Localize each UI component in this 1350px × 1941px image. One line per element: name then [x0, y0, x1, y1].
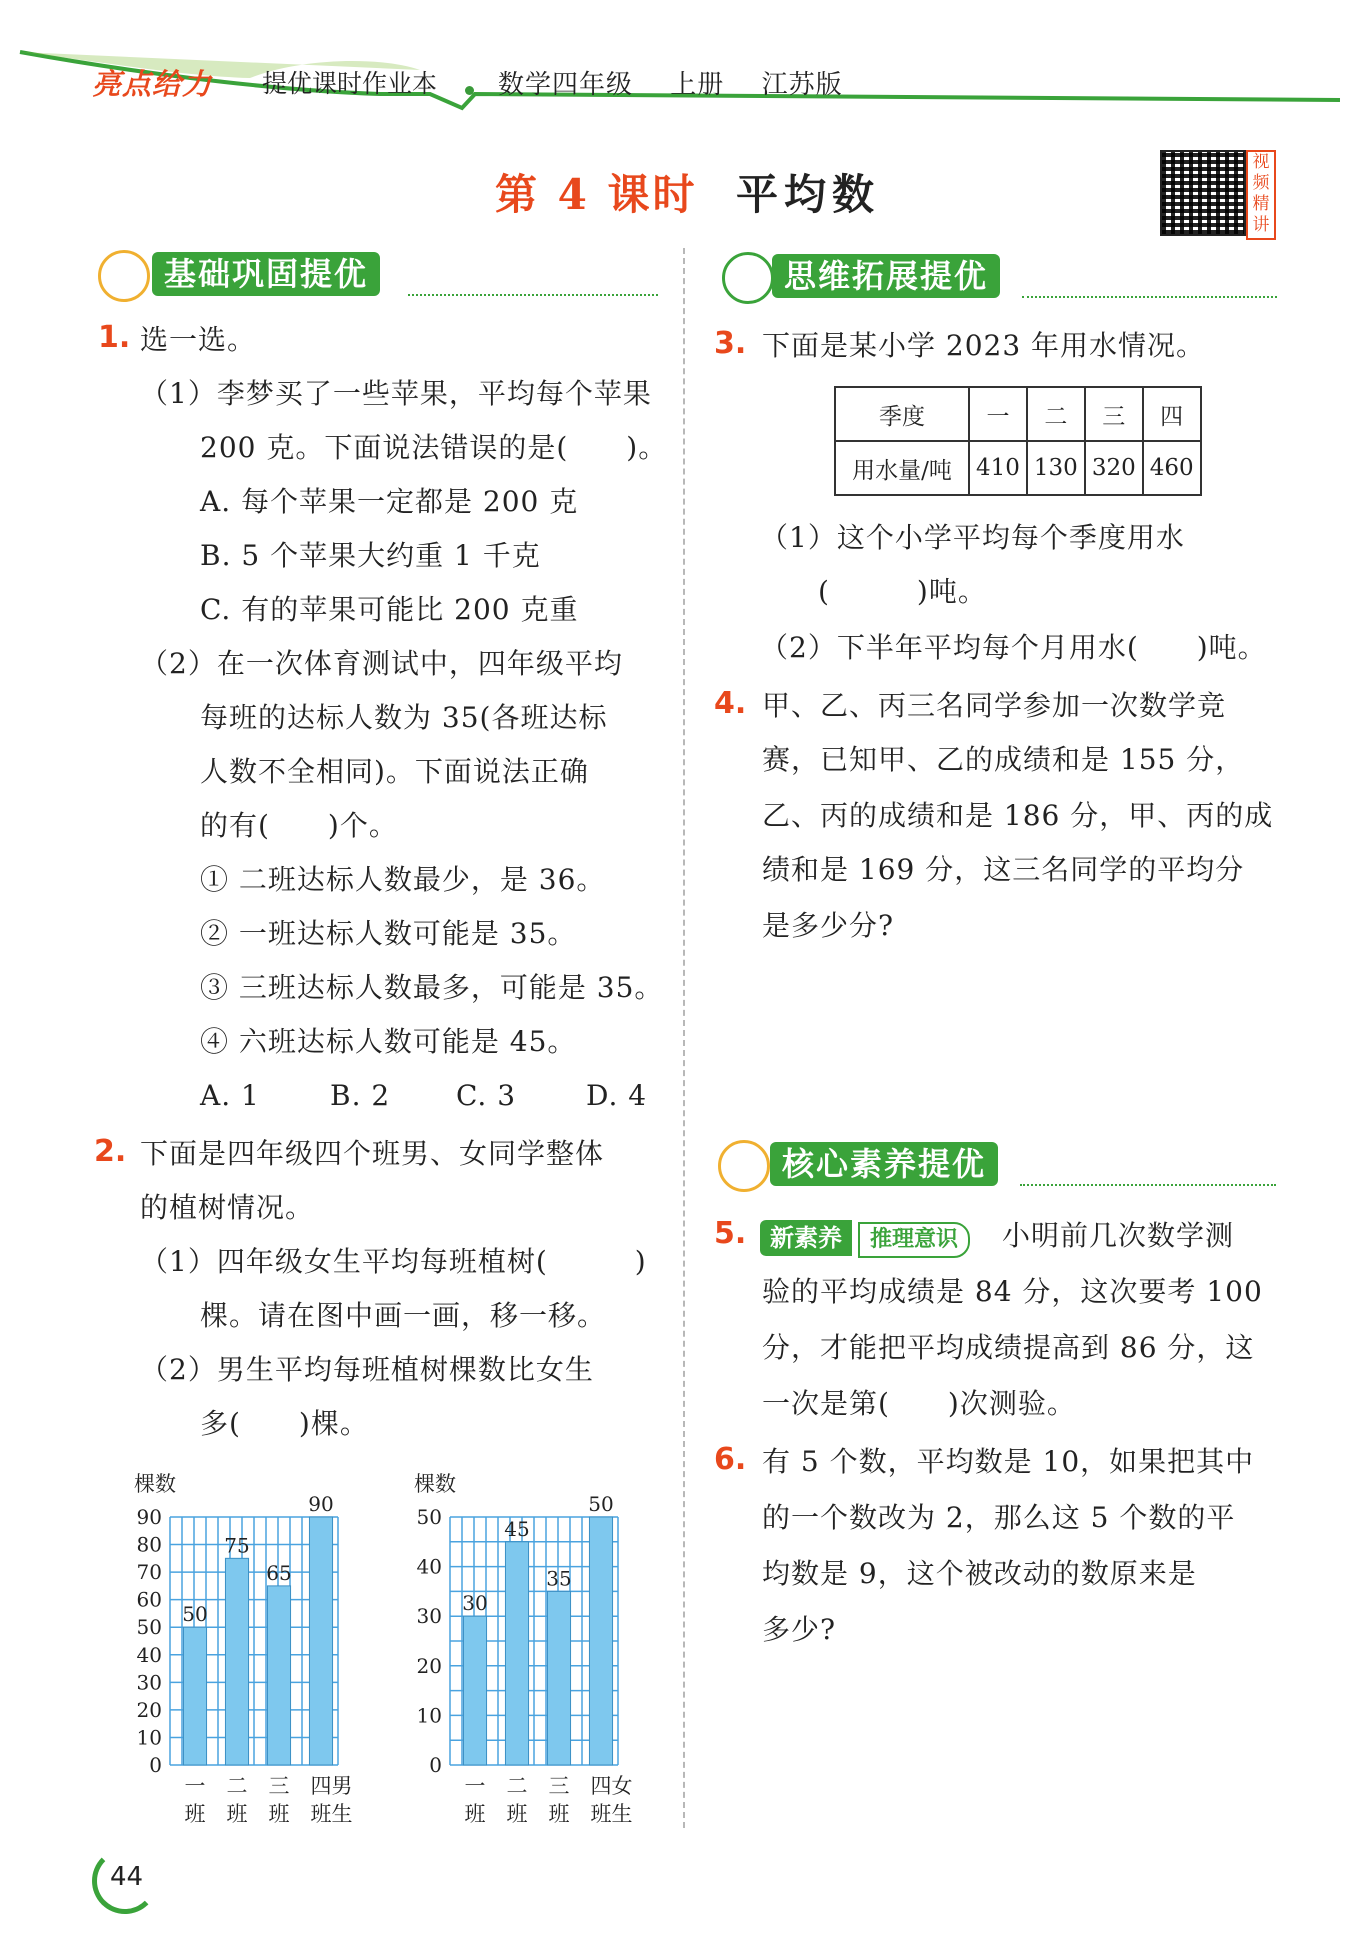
q1-p2-line: 的有( )个。	[200, 809, 398, 842]
q1-number: 1.	[98, 320, 131, 355]
x-tick-label: 四	[310, 1774, 332, 1798]
header-info	[498, 64, 871, 101]
q1-p2-line: 人数不全相同)。下面说法正确	[200, 755, 589, 788]
q5-line: 分，才能把平均成绩提高到 86 分，这	[762, 1331, 1255, 1364]
bar	[463, 1616, 486, 1765]
y-tick-label: 30	[416, 1604, 442, 1629]
lesson-number: 第 4 课时	[495, 170, 698, 219]
q1-choice-c: C. 3	[456, 1079, 517, 1112]
q3-title: 下面是某小学 2023 年用水情况。	[762, 329, 1206, 362]
header-edition: 江苏版	[761, 70, 843, 100]
q4-line: 是多少分?	[762, 909, 895, 942]
q1-title: 选一选。	[140, 323, 257, 356]
q1-choice-b: B. 2	[330, 1079, 391, 1112]
bar	[589, 1517, 612, 1765]
column-divider	[683, 248, 685, 1828]
bar	[505, 1542, 528, 1765]
section-core: 核心素养提优	[770, 1142, 998, 1186]
q2-p2-line: （2）男生平均每班植树棵数比女生	[140, 1353, 594, 1386]
table-header-cell: 三	[1085, 387, 1143, 441]
q4-line: 甲、乙、丙三名同学参加一次数学竞	[762, 689, 1227, 722]
q1-statement: ② 一班达标人数可能是 35。	[200, 917, 577, 950]
q1-statement: ④ 六班达标人数可能是 45。	[200, 1025, 577, 1058]
x-tick-label: 班	[590, 1802, 612, 1826]
page-number: 44	[110, 1862, 144, 1892]
data-label: 30	[462, 1591, 488, 1616]
series-label: 生	[611, 1802, 633, 1826]
x-tick-label: 班	[548, 1802, 570, 1826]
sprout-icon	[722, 252, 774, 304]
q2-p1-line: （1）四年级女生平均每班植树( )	[140, 1245, 647, 1278]
table-cell: 130	[1027, 441, 1085, 495]
series-label: 生	[331, 1802, 353, 1826]
y-tick-label: 30	[136, 1670, 162, 1695]
q1-option-c: C. 有的苹果可能比 200 克重	[200, 593, 579, 626]
x-tick-label: 班	[310, 1802, 332, 1826]
data-label: 75	[224, 1533, 250, 1558]
qr-code-icon[interactable]	[1160, 150, 1246, 236]
data-label: 50	[182, 1602, 208, 1627]
table-row	[835, 387, 1201, 441]
q1-choice-a: A. 1	[200, 1079, 260, 1112]
series-title: 提优课时作业本	[262, 69, 438, 98]
data-label: 35	[546, 1566, 572, 1591]
new-literacy-tag: 新素养	[760, 1220, 852, 1256]
y-tick-label: 70	[136, 1560, 162, 1585]
x-tick-label: 三	[548, 1774, 570, 1798]
girls-bar-chart	[390, 1455, 680, 1830]
q5-number: 5.	[714, 1216, 747, 1251]
q5-line: 验的平均成绩是 84 分，这次要考 100	[762, 1275, 1263, 1308]
bar	[267, 1586, 290, 1765]
y-tick-label: 20	[416, 1653, 442, 1678]
y-tick-label: 50	[416, 1505, 442, 1529]
y-tick-label: 40	[136, 1642, 162, 1667]
q1-choice-d: D. 4	[586, 1079, 648, 1112]
q1-p2-line: 每班的达标人数为 35(各班达标	[200, 701, 608, 734]
q1-statement: ③ 三班达标人数最多，可能是 35。	[200, 971, 664, 1004]
header-volume: 上册	[670, 70, 725, 100]
qr-label: 视频精讲	[1246, 150, 1276, 240]
y-tick-label: 80	[136, 1532, 162, 1557]
q6-number: 6.	[714, 1442, 747, 1477]
x-tick-label: 班	[464, 1802, 486, 1826]
water-usage-table	[834, 386, 1202, 496]
y-tick-label: 10	[136, 1725, 162, 1750]
lesson-title: 平均数	[736, 170, 881, 219]
section-rule	[1022, 296, 1277, 298]
boys-bar-chart	[110, 1455, 400, 1830]
q6-line: 均数是 9，这个被改动的数原来是	[762, 1557, 1197, 1590]
y-tick-label: 10	[416, 1703, 442, 1728]
x-tick-label: 班	[184, 1802, 206, 1826]
q2-number: 2.	[94, 1134, 127, 1169]
table-cell: 460	[1143, 441, 1201, 495]
q2-p2-line: 多( )棵。	[200, 1407, 369, 1440]
q5-first: 小明前几次数学测	[1002, 1219, 1235, 1252]
q6-line: 有 5 个数，平均数是 10，如果把其中	[762, 1445, 1255, 1478]
q1-statement: ① 二班达标人数最少，是 36。	[200, 863, 606, 896]
q1-p1-line: 200 克。下面说法错误的是( )。	[200, 431, 668, 464]
q3-number: 3.	[714, 326, 747, 361]
trophy-icon	[718, 1140, 770, 1192]
q3-p1-line: ( )吨。	[818, 575, 987, 608]
x-tick-label: 一	[464, 1774, 486, 1798]
x-tick-label: 班	[268, 1802, 290, 1826]
table-header-cell: 四	[1143, 387, 1201, 441]
header-subject: 数学四年级	[498, 70, 634, 100]
data-label: 65	[266, 1560, 292, 1585]
series-label: 女	[611, 1774, 633, 1798]
flower-icon	[98, 250, 150, 302]
x-tick-label: 三	[268, 1774, 290, 1798]
q4-line: 乙、丙的成绩和是 186 分，甲、丙的成	[762, 799, 1274, 832]
section-thinking: 思维拓展提优	[772, 254, 1000, 298]
x-tick-label: 二	[226, 1774, 248, 1798]
section-rule	[1020, 1184, 1276, 1186]
data-label: 90	[308, 1492, 334, 1516]
q1-p1-line: （1）李梦买了一些苹果，平均每个苹果	[140, 377, 652, 410]
y-axis-label: 棵数	[134, 1472, 176, 1496]
x-tick-label: 班	[506, 1802, 528, 1826]
q2-p1-line: 棵。请在图中画一画，移一移。	[200, 1299, 607, 1332]
table-header-cell: 季度	[835, 387, 969, 441]
q5-line: 一次是第( )次测验。	[762, 1387, 1076, 1420]
y-axis-label: 棵数	[414, 1472, 456, 1496]
q1-option-b: B. 5 个苹果大约重 1 千克	[200, 539, 541, 572]
q6-line: 多少?	[762, 1613, 837, 1646]
y-tick-label: 40	[416, 1554, 442, 1579]
q6-line: 的一个数改为 2，那么这 5 个数的平	[762, 1501, 1236, 1534]
section-rule	[408, 294, 658, 296]
y-tick-label: 90	[136, 1505, 162, 1529]
bar	[183, 1627, 206, 1765]
q3-p1-line: （1）这个小学平均每个季度用水	[760, 521, 1185, 554]
y-tick-label: 20	[136, 1697, 162, 1722]
q4-line: 赛，已知甲、乙的成绩和是 155 分，	[762, 743, 1245, 776]
reasoning-tag: 推理意识	[858, 1222, 970, 1258]
table-cell: 320	[1085, 441, 1143, 495]
y-tick-label: 0	[149, 1753, 162, 1777]
q2-line: 的植树情况。	[140, 1191, 315, 1224]
y-tick-label: 50	[136, 1615, 162, 1640]
y-tick-label: 60	[136, 1587, 162, 1612]
header-dot	[465, 86, 474, 95]
table-header-cell: 一	[969, 387, 1027, 441]
data-label: 45	[504, 1516, 530, 1541]
q2-line: 下面是四年级四个班男、女同学整体	[140, 1137, 605, 1170]
x-tick-label: 四	[590, 1774, 612, 1798]
table-header-cell: 二	[1027, 387, 1085, 441]
q3-p2-line: （2）下半年平均每个月用水( )吨。	[760, 631, 1267, 664]
brand-logo: 亮点给力	[92, 67, 213, 101]
table-cell: 410	[969, 441, 1027, 495]
x-tick-label: 班	[226, 1802, 248, 1826]
q4-line: 绩和是 169 分，这三名同学的平均分	[762, 853, 1245, 886]
q1-p2-line: （2）在一次体育测试中，四年级平均	[140, 647, 623, 680]
series-label: 男	[331, 1774, 353, 1798]
y-tick-label: 0	[429, 1753, 442, 1777]
data-label: 50	[588, 1492, 614, 1516]
bar	[547, 1591, 570, 1765]
table-row	[835, 441, 1201, 495]
x-tick-label: 二	[506, 1774, 528, 1798]
q4-number: 4.	[714, 686, 747, 721]
section-basic: 基础巩固提优	[152, 252, 380, 296]
q1-option-a: A. 每个苹果一定都是 200 克	[200, 485, 579, 518]
bar	[309, 1517, 332, 1765]
table-cell: 用水量/吨	[835, 441, 969, 495]
bar	[225, 1558, 248, 1765]
x-tick-label: 一	[184, 1774, 206, 1798]
